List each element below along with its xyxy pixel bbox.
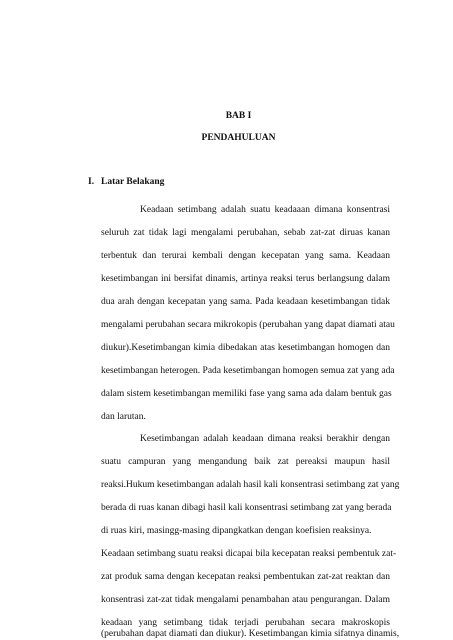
section-title: Latar Belakang xyxy=(101,177,165,187)
body-line: dalam sistem kesetimbangan memiliki fase yang sama ada dalam bentuk gas xyxy=(101,389,392,399)
body-line: diukur).Kesetimbangan kimia dibedakan atas kesetimbangan homogen dan xyxy=(101,343,390,353)
body-line: Keadaan setimbang suatu reaksi dicapai bila kecepatan reaksi pembentuk zat- xyxy=(101,549,397,559)
body-line: kesetimbangan ini bersifat dinamis, artinya reaksi terus berlangsung dalam xyxy=(101,274,390,284)
body-line: (perubahan dapat diamati dan diukur). Kesetimbangan kimia sifatnya dinamis, xyxy=(101,629,400,639)
body-line: konsentrasi zat-zat tidak mengalami penambahan atau pengurangan. Dalam xyxy=(101,595,390,605)
body-line: terbentuk dan terurai kembali dengan kecepatan yang sama. Keadaan xyxy=(101,251,390,261)
section-heading xyxy=(88,176,164,188)
body-line: Keadaan setimbang adalah suatu keadaaan dimana konsentrasi xyxy=(140,205,390,215)
body-line: Kesetimbangan adalah keadaan dimana reaksi berakhir dengan xyxy=(140,434,390,444)
body-line: kesetimbangan heterogen. Pada kesetimbangan homogen semua zat yang ada xyxy=(101,366,395,376)
body-line: zat produk sama dengan kecepatan reaksi pembentukan zat-zat reaktan dan xyxy=(101,572,390,582)
section-number: I. xyxy=(88,177,95,187)
body-line: dua arah dengan kecepatan yang sama. Pada keadaan kesetimbangan tidak xyxy=(101,297,390,307)
body-line: mengalami perubahan secara mikrokopis (perubahan yang dapat diamati atau xyxy=(101,320,395,330)
body-line: seluruh zat tidak lagi mengalami perubahan, sebab zat-zat diruas kanan xyxy=(101,228,390,238)
body-line: di ruas kiri, masingg-masing dipangkatkan dengan koefisien reaksinya. xyxy=(101,526,372,536)
body-line: reaksi.Hukum kesetimbangan adalah hasil kali konsentrasi setimbang zat yang xyxy=(101,480,400,490)
body-line: dan larutan. xyxy=(101,412,146,422)
body-line: keadaan yang setimbang tidak terjadi perubahan secara makroskopis xyxy=(101,618,390,628)
chapter-number: BAB I xyxy=(225,111,252,121)
body-line: berada di ruas kanan dibagi hasil kali konsentrasi setimbang zat yang berada xyxy=(101,503,392,513)
body-line: suatu campuran yang mengandung baik zat pereaksi maupun hasil xyxy=(101,457,390,467)
chapter-title: PENDAHULUAN xyxy=(201,133,276,143)
